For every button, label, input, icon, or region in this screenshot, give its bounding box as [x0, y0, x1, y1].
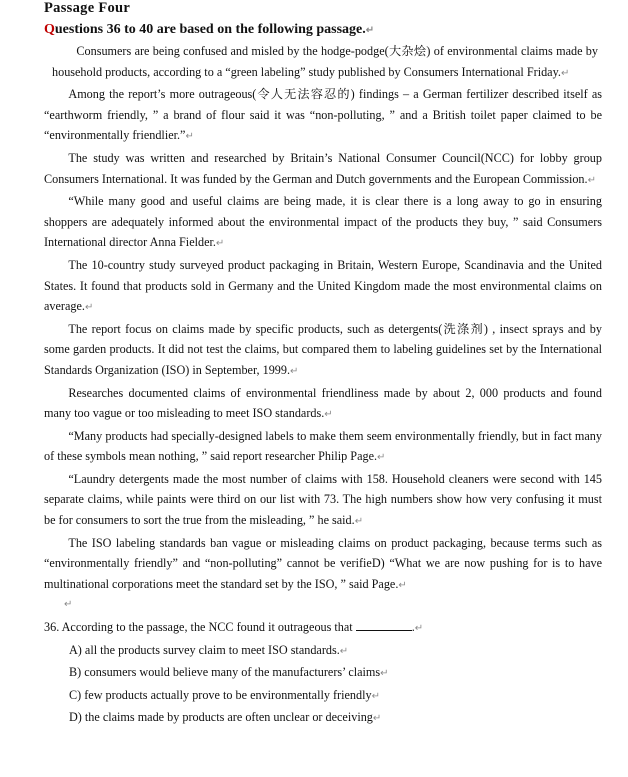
paragraph-mark-icon: ↵: [372, 713, 382, 725]
option-c: C) few products actually prove to be environmentally friendly↵: [69, 687, 380, 702]
instruction-text: uestions 36 to 40 are based on the following passage.: [54, 22, 366, 37]
paragraph-mark-icon: ↵: [290, 365, 299, 377]
paragraph-mark-icon: ↵: [398, 579, 407, 591]
paragraph-mark-icon: ↵: [365, 25, 375, 36]
paragraph-mark-icon: ↵: [380, 668, 389, 680]
paragraph-mark-icon: ↵: [354, 516, 364, 528]
paragraph-mark-icon: ↵: [215, 238, 225, 250]
paragraph-mark-icon: ↵: [377, 452, 386, 464]
paragraph-mark-icon: ↵: [371, 690, 380, 702]
instruction-first-letter: Q: [44, 22, 55, 37]
paragraph-mark-icon: ↵: [64, 599, 73, 611]
option-d: D) the claims made by products are often unclear or deceiving↵: [69, 710, 382, 725]
paragraph-6: The report focus on claims made by specific products, such as detergents(洗涤剂) , insect sprays and by some garden products. It did not test the claims, but compared them to labeling guidelines set by the International Standards Organization (ISO) in September, 1999.↵: [44, 321, 602, 377]
paragraph-4: “While many good and useful claims are being made, it is clear there is a long away to go in ensuring shoppers are adequately informed about the environmental impact of the products they buy, ” said Consumers International director Anna Fielder.↵: [44, 194, 602, 250]
paragraph-3: The study was written and researched by Britain’s National Consumer Council(NCC) for lobby group Consumers International. It was funded by the German and Dutch governments and the European Commission.↵: [44, 150, 602, 186]
paragraph-5: The 10-country study surveyed product packaging in Britain, Western Europe, Scandinavia and the United States. It found that products sold in Germany and the United Kingdom made the most environmental claims on average.↵: [44, 257, 602, 314]
paragraph-8: “Many products had specially-designed labels to make them seem environmentally friendly, but in fact many of these symbols mean nothing, ” said report researcher Philip Page.↵: [44, 428, 602, 464]
paragraph-mark-icon: ↵: [84, 302, 94, 314]
paragraph-1: Consumers are being confused and misled by the hodge-podge(大杂烩) of environmental claims made by household products, according to a “green labeling” study published by Consumers International Friday.↵: [52, 44, 598, 79]
answer-blank: [356, 619, 412, 631]
paragraph-mark-icon: ↵: [185, 131, 194, 143]
paragraph-mark-icon: ↵: [587, 174, 596, 186]
option-a: A) all the products survey claim to meet ISO standards.↵: [69, 642, 349, 657]
passage-title: Passage Four: [44, 0, 131, 16]
paragraph-7: Researches documented claims of environmental friendliness made by about 2, 000 products and found many too vague or too misleading to meet ISO standards.↵: [44, 385, 602, 421]
paragraph-mark-icon: ↵: [414, 623, 424, 635]
option-b: B) consumers would believe many of the manufacturers’ claims↵: [69, 665, 389, 680]
question-36-stem: 36. According to the passage, the NCC found it outrageous that .↵: [44, 620, 424, 635]
paragraph-mark-icon: ↵: [324, 409, 333, 421]
paragraph-mark-icon: ↵: [339, 645, 349, 657]
paragraph-2: Among the report’s more outrageous(令人无法容忍的) findings – a German fertilizer described itself as “earthworm friendly, ” a brand of flour said it was “non-polluting, ” and a British toilet paper claimed to be “environmentally friendlier.”↵: [44, 87, 602, 143]
passage-instruction: [44, 21, 602, 40]
paragraph-9: “Laundry detergents made the most number of claims with 158. Household cleaners were second with 145 separate claims, while paints were third on our list with 73. The high numbers show how very confusing it must be for consumers to sort the true from the misleading, ” he said.↵: [44, 471, 602, 528]
paragraph-mark-icon: ↵: [560, 67, 570, 79]
empty-line: [44, 596, 602, 617]
paragraph-10: The ISO labeling standards ban vague or misleading claims on product packaging, because terms such as “environmentally friendly” and “non-polluting” cannot be verifieD) “What we are now pushing for is to have multinational corporations meet the standard set by the ISO, ” said Page.↵: [44, 535, 602, 591]
